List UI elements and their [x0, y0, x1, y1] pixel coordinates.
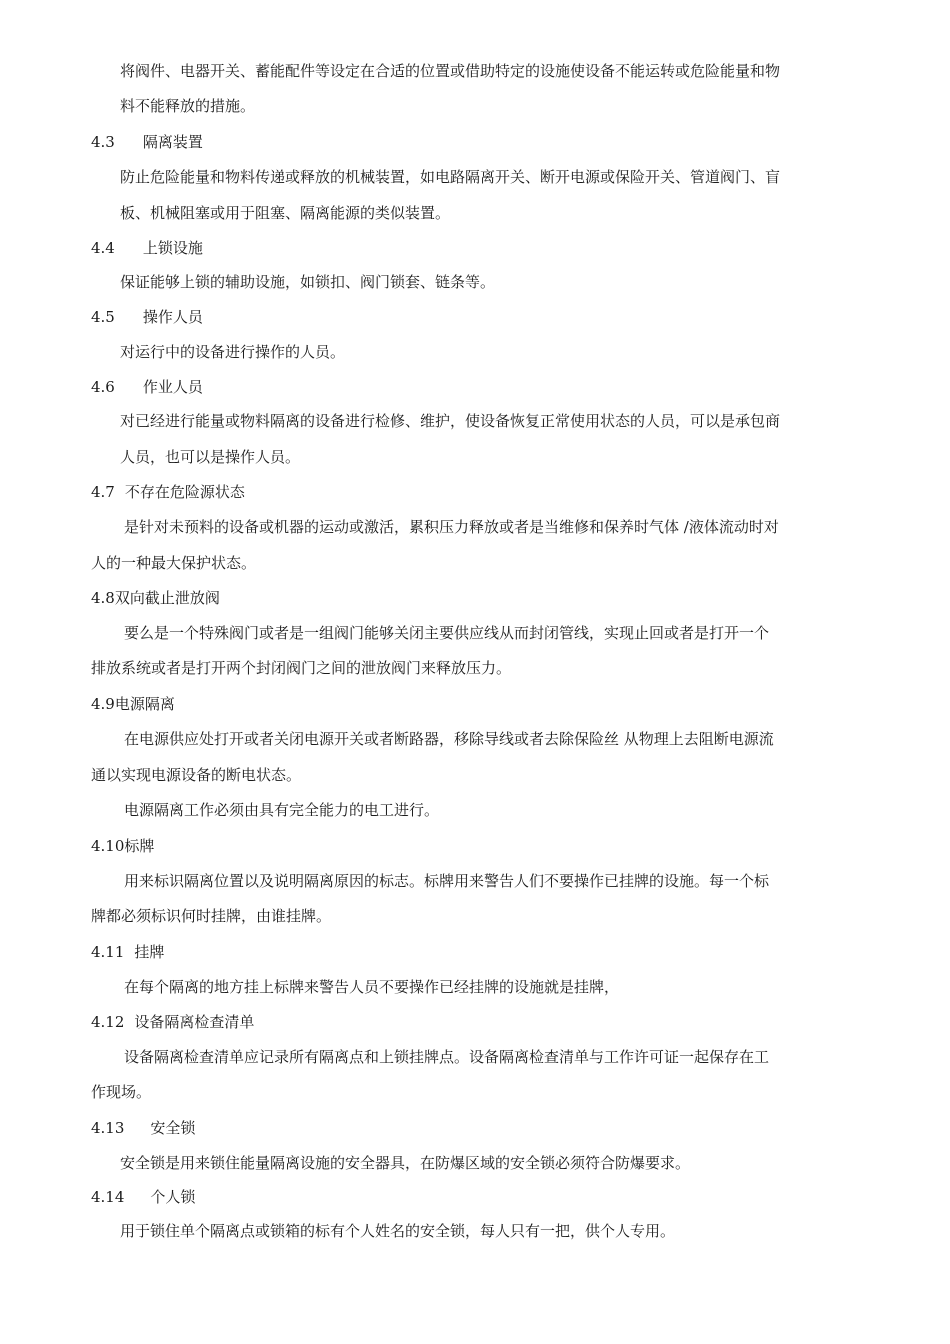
section-number: 4.7	[91, 483, 115, 501]
section-title: 作业人员	[142, 378, 203, 396]
paragraph-line: 用于锁住单个隔离点或锁箱的标有个人姓名的安全锁，每人只有一把，供个人专用。	[120, 1222, 676, 1240]
section-number: 4.5	[91, 308, 115, 326]
section-heading-4-11	[91, 942, 164, 962]
paragraph-line: 对已经进行能量或物料隔离的设备进行检修、维护，使设备恢复正常使用状态的人员，可以是承包商	[120, 412, 781, 430]
paragraph-line: 保证能够上锁的辅助设施，如锁扣、阀门锁套、链条等。	[120, 273, 496, 291]
section-title: 个人锁	[150, 1188, 196, 1206]
section-heading-4-6	[91, 377, 203, 397]
paragraph-line: 安全锁是用来锁住能量隔离设施的安全器具，在防爆区域的安全锁必须符合防爆要求。	[120, 1154, 691, 1172]
section-title: 上锁设施	[142, 239, 203, 257]
paragraph-line: 料不能释放的措施。	[120, 97, 256, 115]
section-heading-4-4	[91, 238, 203, 258]
section-heading-4-5	[91, 307, 203, 327]
paragraph-line: 排放系统或者是打开两个封闭阀门之间的泄放阀门来释放压力。	[91, 659, 512, 677]
paragraph-line: 对运行中的设备进行操作的人员。	[120, 343, 346, 361]
section-title: 不存在危险源状态	[124, 483, 245, 501]
section-heading-4-7	[91, 482, 245, 502]
section-title: 设备隔离检查清单	[134, 1013, 255, 1031]
section-number: 4.4	[91, 239, 115, 257]
paragraph-line: 要么是一个特殊阀门或者是一组阀门能够关闭主要供应线从而封闭管线，实现止回或者是打开一个	[124, 624, 770, 642]
section-heading-4-13	[91, 1118, 195, 1138]
paragraph-line: 人的一种最大保护状态。	[91, 554, 257, 572]
section-heading-4-12	[91, 1012, 254, 1032]
paragraph-line: 在电源供应处打开或者关闭电源开关或者断路器，移除导线或者去除保险丝 从物理上去阻断电源流	[124, 730, 774, 748]
section-number: 4.6	[91, 378, 115, 396]
section-heading-4-10	[91, 836, 154, 856]
section-title: 标牌	[124, 837, 155, 855]
paragraph-line: 牌都必须标识何时挂牌，由谁挂牌。	[91, 907, 332, 925]
section-title: 操作人员	[142, 308, 203, 326]
paragraph-line: 人员，也可以是操作人员。	[120, 448, 301, 466]
section-heading-4-3	[91, 132, 203, 152]
section-heading-4-14	[91, 1187, 195, 1207]
paragraph-line: 防止危险能量和物料传递或释放的机械装置，如电路隔离开关、断开电源或保险开关、管道阀门、盲	[120, 168, 781, 186]
section-title: 安全锁	[150, 1119, 196, 1137]
section-number: 4.10	[91, 837, 125, 855]
paragraph-line: 作现场。	[91, 1083, 152, 1101]
paragraph-line: 将阀件、电器开关、蓄能配件等设定在合适的位置或借助特定的设施使设备不能运转或危险能量和物	[120, 62, 781, 80]
section-number: 4.14	[91, 1188, 125, 1206]
section-number: 4.8	[91, 589, 115, 607]
section-heading-4-8	[91, 588, 220, 608]
section-title: 电源隔离	[114, 695, 175, 713]
section-title: 隔离装置	[142, 133, 203, 151]
section-title: 双向截止泄放阀	[114, 589, 220, 607]
paragraph-line: 在每个隔离的地方挂上标牌来警告人员不要操作已经挂牌的设施就是挂牌，	[124, 978, 620, 996]
section-number: 4.12	[91, 1013, 125, 1031]
section-heading-4-9	[91, 694, 175, 714]
paragraph-line: 电源隔离工作必须由具有完全能力的电工进行。	[124, 801, 440, 819]
paragraph-line: 设备隔离检查清单应记录所有隔离点和上锁挂牌点。设备隔离检查清单与工作许可证一起保存在工	[124, 1048, 770, 1066]
section-number: 4.11	[91, 943, 125, 961]
section-number: 4.3	[91, 133, 115, 151]
section-number: 4.9	[91, 695, 115, 713]
section-number: 4.13	[91, 1119, 125, 1137]
paragraph-line: 通以实现电源设备的断电状态。	[91, 766, 302, 784]
paragraph-line: 用来标识隔离位置以及说明隔离原因的标志。标牌用来警告人们不要操作已挂牌的设施。每一个标	[124, 872, 770, 890]
paragraph-line: 是针对未预料的设备或机器的运动或激活，累积压力释放或者是当维修和保养时气体 /液体流动时对	[124, 518, 779, 536]
section-title: 挂牌	[134, 943, 165, 961]
paragraph-line: 板、机械阻塞或用于阻塞、隔离能源的类似装置。	[120, 204, 451, 222]
